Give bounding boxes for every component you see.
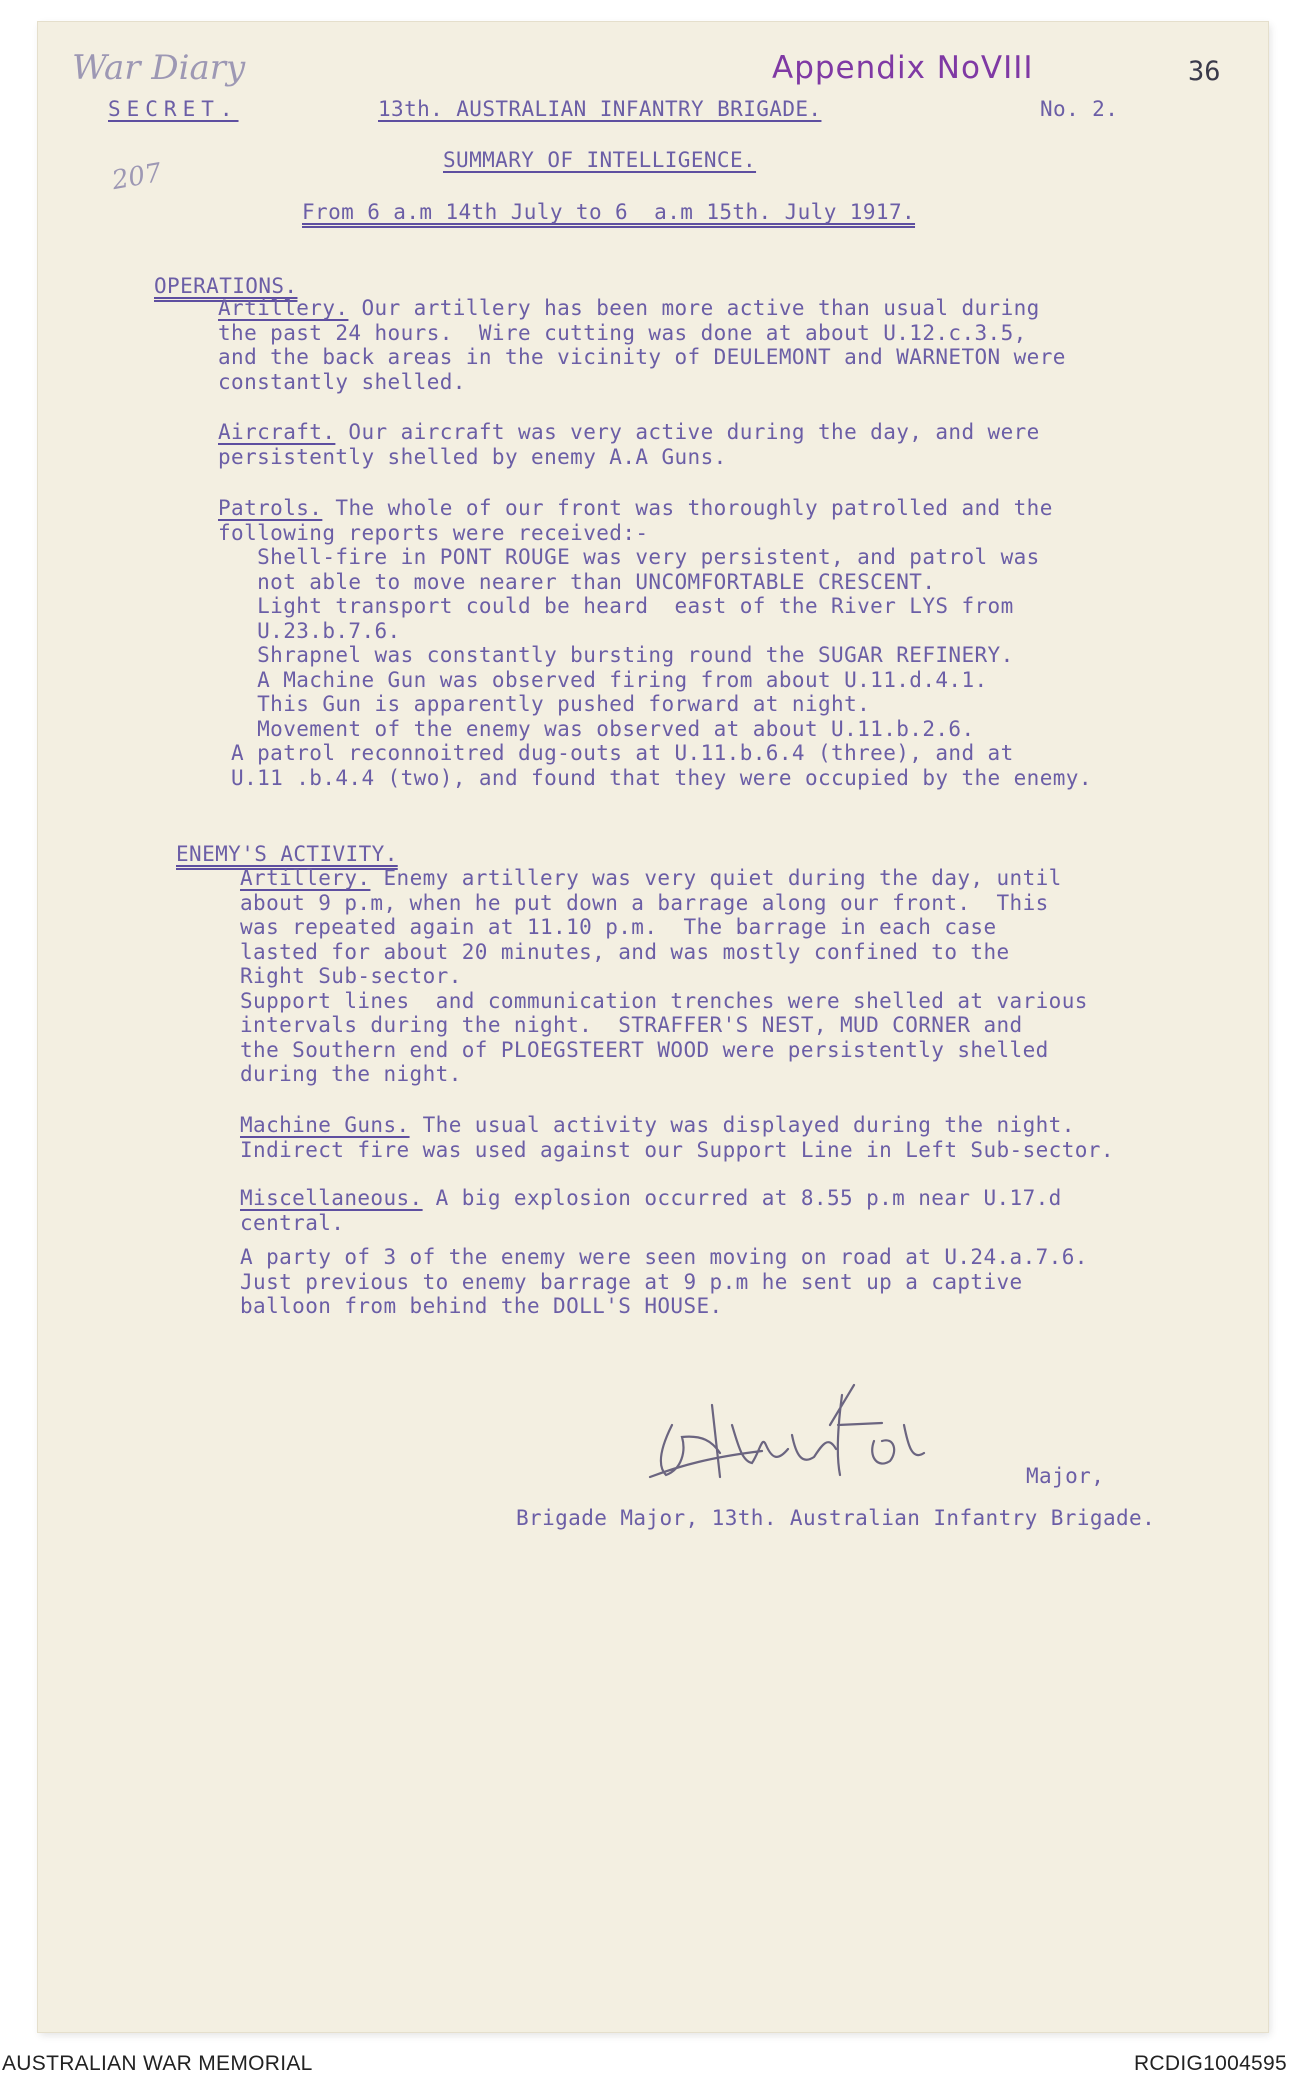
footer-record-id: RCDIG1004595 xyxy=(1133,2052,1287,2075)
enemy-miscellaneous: Miscellaneous. A big explosion occurred at 8.55 p.m near U.17.d central. A party of 3 of the enemy were seen moving on road at U.24.a.7.6. Just previous to enemy barrage at 9 p.m he sent up a captive balloon from behind the DOLL'S HOUSE. xyxy=(240,1186,1088,1318)
summary-number: No. 2. xyxy=(1040,97,1119,121)
enemy-activity-heading: ENEMY'S ACTIVITY. xyxy=(176,842,398,866)
operations-aircraft: Aircraft. Our aircraft was very active during the day, and were persistently shelled by enemy A.A Guns. xyxy=(218,420,1040,469)
artillery-label: Artillery. xyxy=(218,296,349,320)
operations-patrols: Patrols. The whole of our front was thoroughly patrolled and the following reports were received:- Shell-fire in PONT ROUGE was very persistent, and patrol was not able to move nearer than UNCOMFORTABLE CRESCENT. Light transport could be heard east of the River LYS from U.23.b.7.6. Shrapnel was constantly bursting round the SUGAR REFINERY. A Machine Gun was observed firing from about U.11.d.4.1. This Gun is apparently pushed forward at night. Movement of the enemy was observed at about U.11.b.2.6. xyxy=(218,496,1053,741)
page-number: 36 xyxy=(1188,56,1221,87)
security-classification: SECRET. xyxy=(108,97,239,121)
handwritten-signature xyxy=(642,1365,942,1495)
machine-guns-label: Machine Guns. xyxy=(240,1113,410,1137)
miscellaneous-label: Miscellaneous. xyxy=(240,1186,423,1210)
operations-patrols-dugouts: A patrol reconnoitred dug-outs at U.11.b.6.4 (three), and at U.11 .b.4.4 (two), and found that they were occupied by the enemy. xyxy=(218,741,1092,790)
signatory-appointment: Brigade Major, 13th. Australian Infantry Brigade. xyxy=(516,1506,1156,1530)
enemy-artillery: Artillery. Enemy artillery was very quiet during the day, until about 9 p.m, when he put down a barrage along our front. This was repeated again at 11.10 p.m. The barrage in each case lasted for about 20 minutes, and was mostly confined to the Right Sub-sector. Support lines and communication trenches were shelled at various intervals during the night. STRAFFER'S NEST, MUD CORNER and the Southern end of PLOEGSTEERT WOOD were persistently shelled during the night. xyxy=(240,866,1088,1086)
appendix-stamp: Appendix NoVIII xyxy=(772,50,1034,86)
enemy-activity-section xyxy=(176,842,398,867)
signatory-rank: Major, xyxy=(1026,1464,1105,1488)
patrols-label: Patrols. xyxy=(218,496,323,520)
enemy-machine-guns: Machine Guns. The usual activity was displayed during the night. Indirect fire was used against our Support Line in Left Sub-sector. xyxy=(240,1113,1114,1162)
aircraft-label: Aircraft. xyxy=(218,420,336,444)
reporting-period: From 6 a.m 14th July to 6 a.m 15th. July 1917. xyxy=(302,200,916,224)
brigade-heading: 13th. AUSTRALIAN INFANTRY BRIGADE. xyxy=(378,97,822,121)
enemy-artillery-label: Artillery. xyxy=(240,866,371,890)
document-title: SUMMARY OF INTELLIGENCE. xyxy=(443,148,757,172)
operations-heading: OPERATIONS. xyxy=(154,274,298,298)
handwritten-war-diary-note: War Diary xyxy=(72,48,246,88)
operations-section xyxy=(154,274,297,299)
operations-artillery: Artillery. Our artillery has been more active than usual during the past 24 hours. Wire cutting was done at about U.12.c.3.5, and the back areas in the vicinity of DEULEMONT and WARNETON were constantly shelled. xyxy=(218,296,1066,394)
footer-institution: AUSTRALIAN WAR MEMORIAL xyxy=(2,2052,313,2075)
handwritten-folio-number: 207 xyxy=(109,157,164,197)
